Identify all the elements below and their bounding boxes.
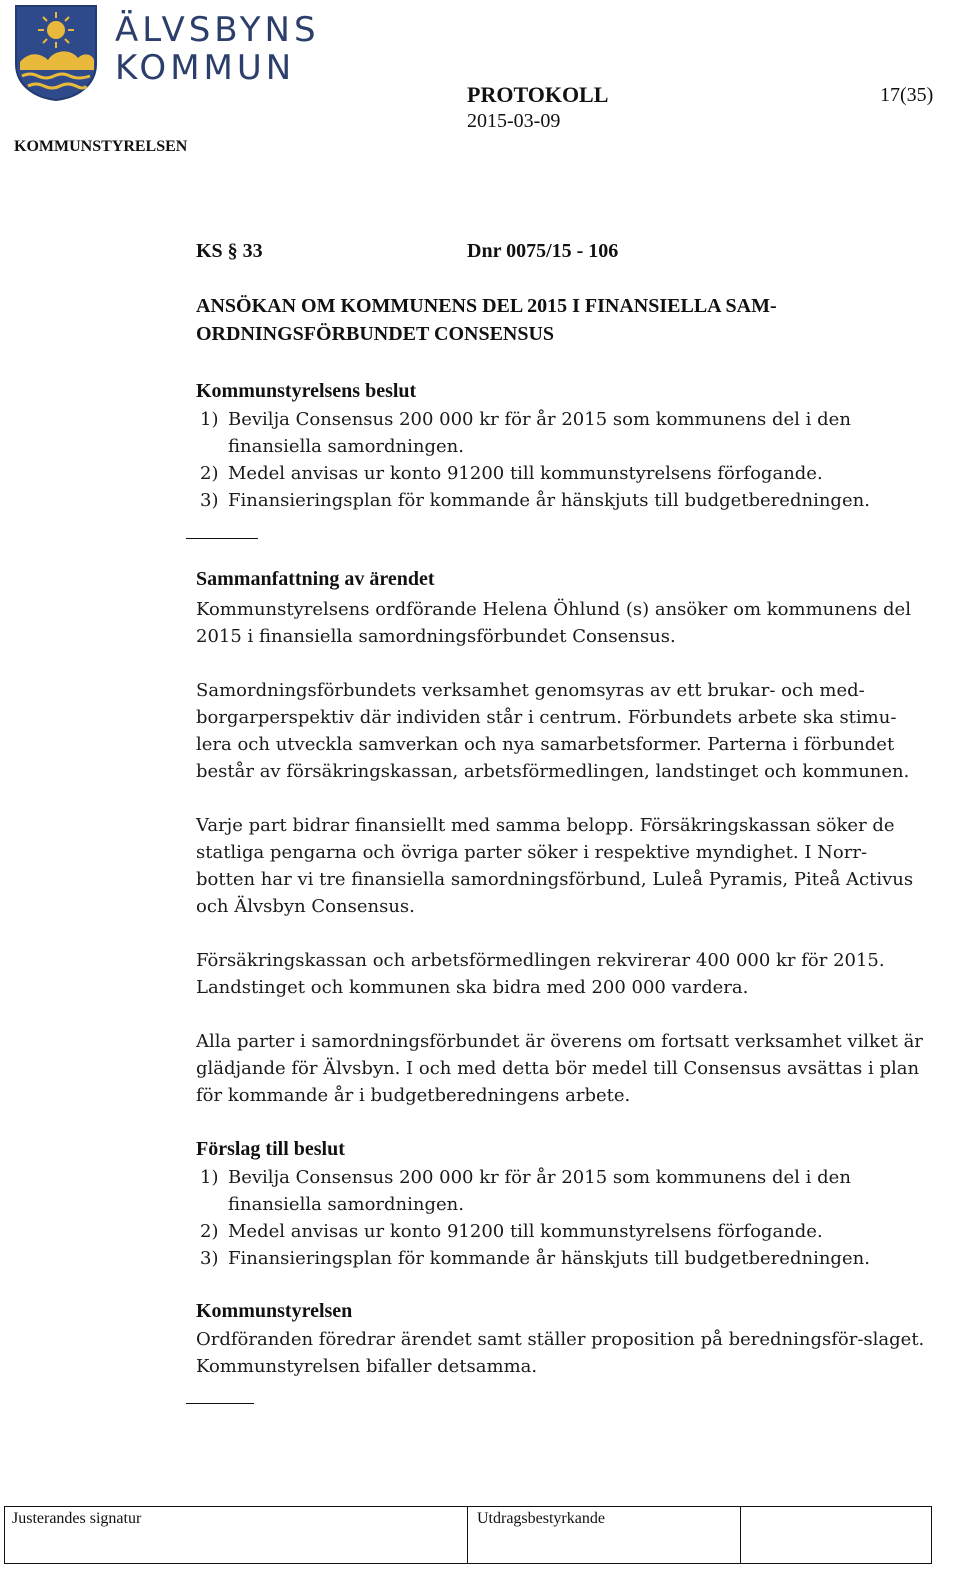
decision-item-1 xyxy=(200,406,920,460)
item-text: Medel anvisas ur konto 91200 till kommunstyrelsens förfogande. xyxy=(228,1221,823,1242)
signature-label: Justerandes signatur xyxy=(12,1510,142,1527)
proposal-item-1 xyxy=(200,1164,920,1218)
logo-text-line2: KOMMUN xyxy=(115,48,296,88)
decision-heading: Kommunstyrelsens beslut xyxy=(196,380,417,402)
logo-text-line1: ÄLVSBYNS xyxy=(115,10,320,50)
decision-item-3 xyxy=(200,487,920,514)
case-title: ANSÖKAN OM KOMMUNENS DEL 2015 I FINANSIELLA SAM-ORDNINGSFÖRBUNDET CONSENSUS xyxy=(196,295,777,345)
footer-column-divider xyxy=(740,1506,741,1564)
decision-item-2 xyxy=(200,460,920,487)
summary-paragraph: Kommunstyrelsens ordförande Helena Öhlund (s) ansöker om kommunens del 2015 i finansiella samordningsförbundet Consensus. xyxy=(196,599,911,647)
item-number: 1) xyxy=(200,409,219,430)
item-number: 2) xyxy=(200,1221,219,1242)
item-text: Finansieringsplan för kommande år hänskjuts till budgetberedningen. xyxy=(228,1248,870,1269)
page-number: 17(35) xyxy=(880,84,934,106)
item-number: 1) xyxy=(200,1167,219,1188)
item-text: Medel anvisas ur konto 91200 till kommunstyrelsens förfogande. xyxy=(228,463,823,484)
item-text-cont: finansiella samordningen. xyxy=(228,436,464,457)
summary-paragraph: Försäkringskassan och arbetsförmedlingen rekvirerar 400 000 kr för 2015. Landstinget och kommunen ska bidra med 200 000 vardera. xyxy=(196,950,885,998)
coat-of-arms-icon xyxy=(14,4,98,102)
proposal-item-3 xyxy=(200,1245,920,1272)
organization-name: KOMMUNSTYRELSEN xyxy=(14,138,188,155)
section-divider xyxy=(186,538,258,539)
item-number: 2) xyxy=(200,463,219,484)
footer-table xyxy=(4,1506,932,1564)
item-number: 3) xyxy=(200,490,219,511)
document-date: 2015-03-09 xyxy=(467,110,561,132)
item-number: 3) xyxy=(200,1248,219,1269)
section-divider xyxy=(186,1403,254,1404)
summary-paragraph: Alla parter i samordningsförbundet är överens om fortsatt verksamhet vilket är glädjande för Älvsbyn. I och med detta bör medel till Consensus avsättas i plan för kommande år i budgetberedningens arbete. xyxy=(196,1031,923,1106)
summary-paragraph: Varje part bidrar finansiellt med samma belopp. Försäkringskassan söker de statliga pengarna och övriga parter söker i respektive myndighet. I Norr-botten har vi tre finansiella samordningsförbund, Luleå Pyramis, Piteå Activus och Älvsbyn Consensus. xyxy=(196,815,914,917)
footer-column-divider xyxy=(467,1506,468,1564)
board-text: Ordföranden föredrar ärendet samt ställer proposition på beredningsför-slaget. Kommunstyrelsen bifaller detsamma. xyxy=(196,1329,925,1377)
kommun-logo xyxy=(14,4,98,102)
item-text: Finansieringsplan för kommande år hänskjuts till budgetberedningen. xyxy=(228,490,870,511)
summary-heading: Sammanfattning av ärendet xyxy=(196,568,435,590)
item-text: Bevilja Consensus 200 000 kr för år 2015 som kommunens del i den xyxy=(228,1167,851,1188)
item-text-cont: finansiella samordningen. xyxy=(228,1194,464,1215)
item-text: Bevilja Consensus 200 000 kr för år 2015 som kommunens del i den xyxy=(228,409,851,430)
extract-certification-label: Utdragsbestyrkande xyxy=(477,1510,605,1527)
document-type: PROTOKOLL xyxy=(467,82,609,107)
proposal-heading: Förslag till beslut xyxy=(196,1138,345,1160)
paragraph-number: KS § 33 xyxy=(196,240,263,262)
proposal-item-2 xyxy=(200,1218,920,1245)
board-heading: Kommunstyrelsen xyxy=(196,1300,353,1322)
summary-paragraph: Samordningsförbundets verksamhet genomsyras av ett brukar- och med-borgarperspektiv där individen står i centrum. Förbundets arbete ska stimu-lera och utveckla samverkan och nya samarbetsformer. Parterna i förbundet består av försäkringskassan, arbetsförmedlingen, landstinget och kommunen. xyxy=(196,680,910,782)
diary-number: Dnr 0075/15 - 106 xyxy=(467,240,619,262)
